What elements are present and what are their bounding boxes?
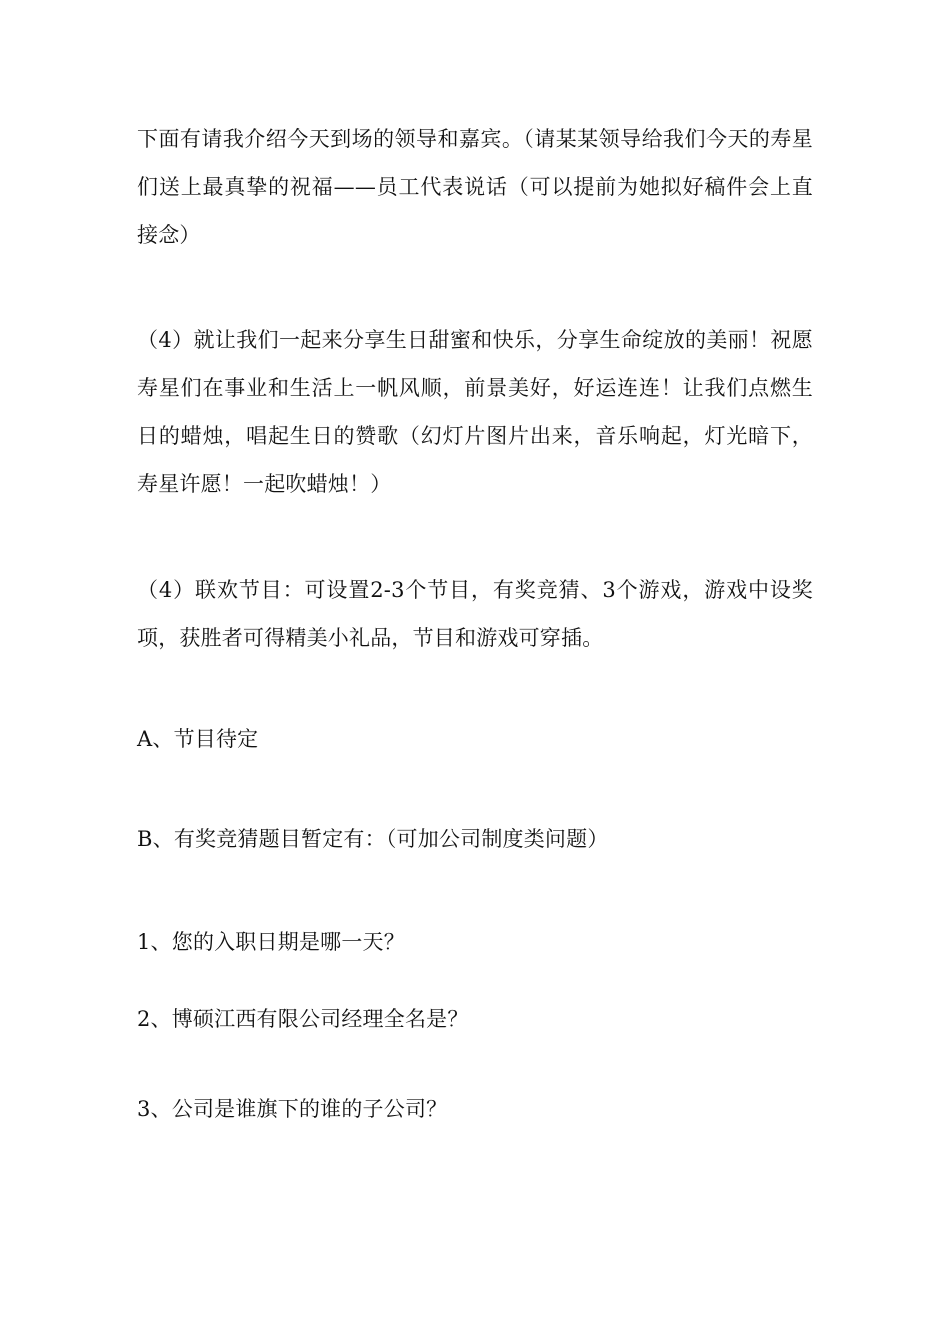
quiz-question-2: 2、博硕江西有限公司经理全名是？ <box>137 1007 469 1031</box>
paragraph-intro-guests: 下面有请我介绍今天到场的领导和嘉宾。（请某某领导给我们今天的寿星们送上最真挚的祝福——员工代表说话（可以提前为她拟好稿件会上直接念） <box>137 127 813 247</box>
list-item-program-a: A、节目待定 <box>137 727 259 751</box>
paragraph-birthday-candles: （4）就让我们一起来分享生日甜蜜和快乐，分享生命绽放的美丽！祝愿寿星们在事业和生活上一帆风顺，前景美好，好运连连！让我们点燃生日的蜡烛，唱起生日的赞歌（幻灯片图片出来，音乐响起，灯光暗下，寿星许愿！一起吹蜡烛！） <box>137 328 813 496</box>
paragraph-entertainment-program: （4）联欢节目：可设置2-3个节目，有奖竞猜、3个游戏，游戏中设奖项，获胜者可得精美小礼品，节目和游戏可穿插。 <box>137 578 813 650</box>
quiz-question-3: 3、公司是谁旗下的谁的子公司？ <box>137 1097 448 1121</box>
list-item-quiz-b: B、有奖竞猜题目暂定有：（可加公司制度类问题） <box>137 827 609 851</box>
quiz-question-1: 1、您的入职日期是哪一天？ <box>137 930 405 954</box>
